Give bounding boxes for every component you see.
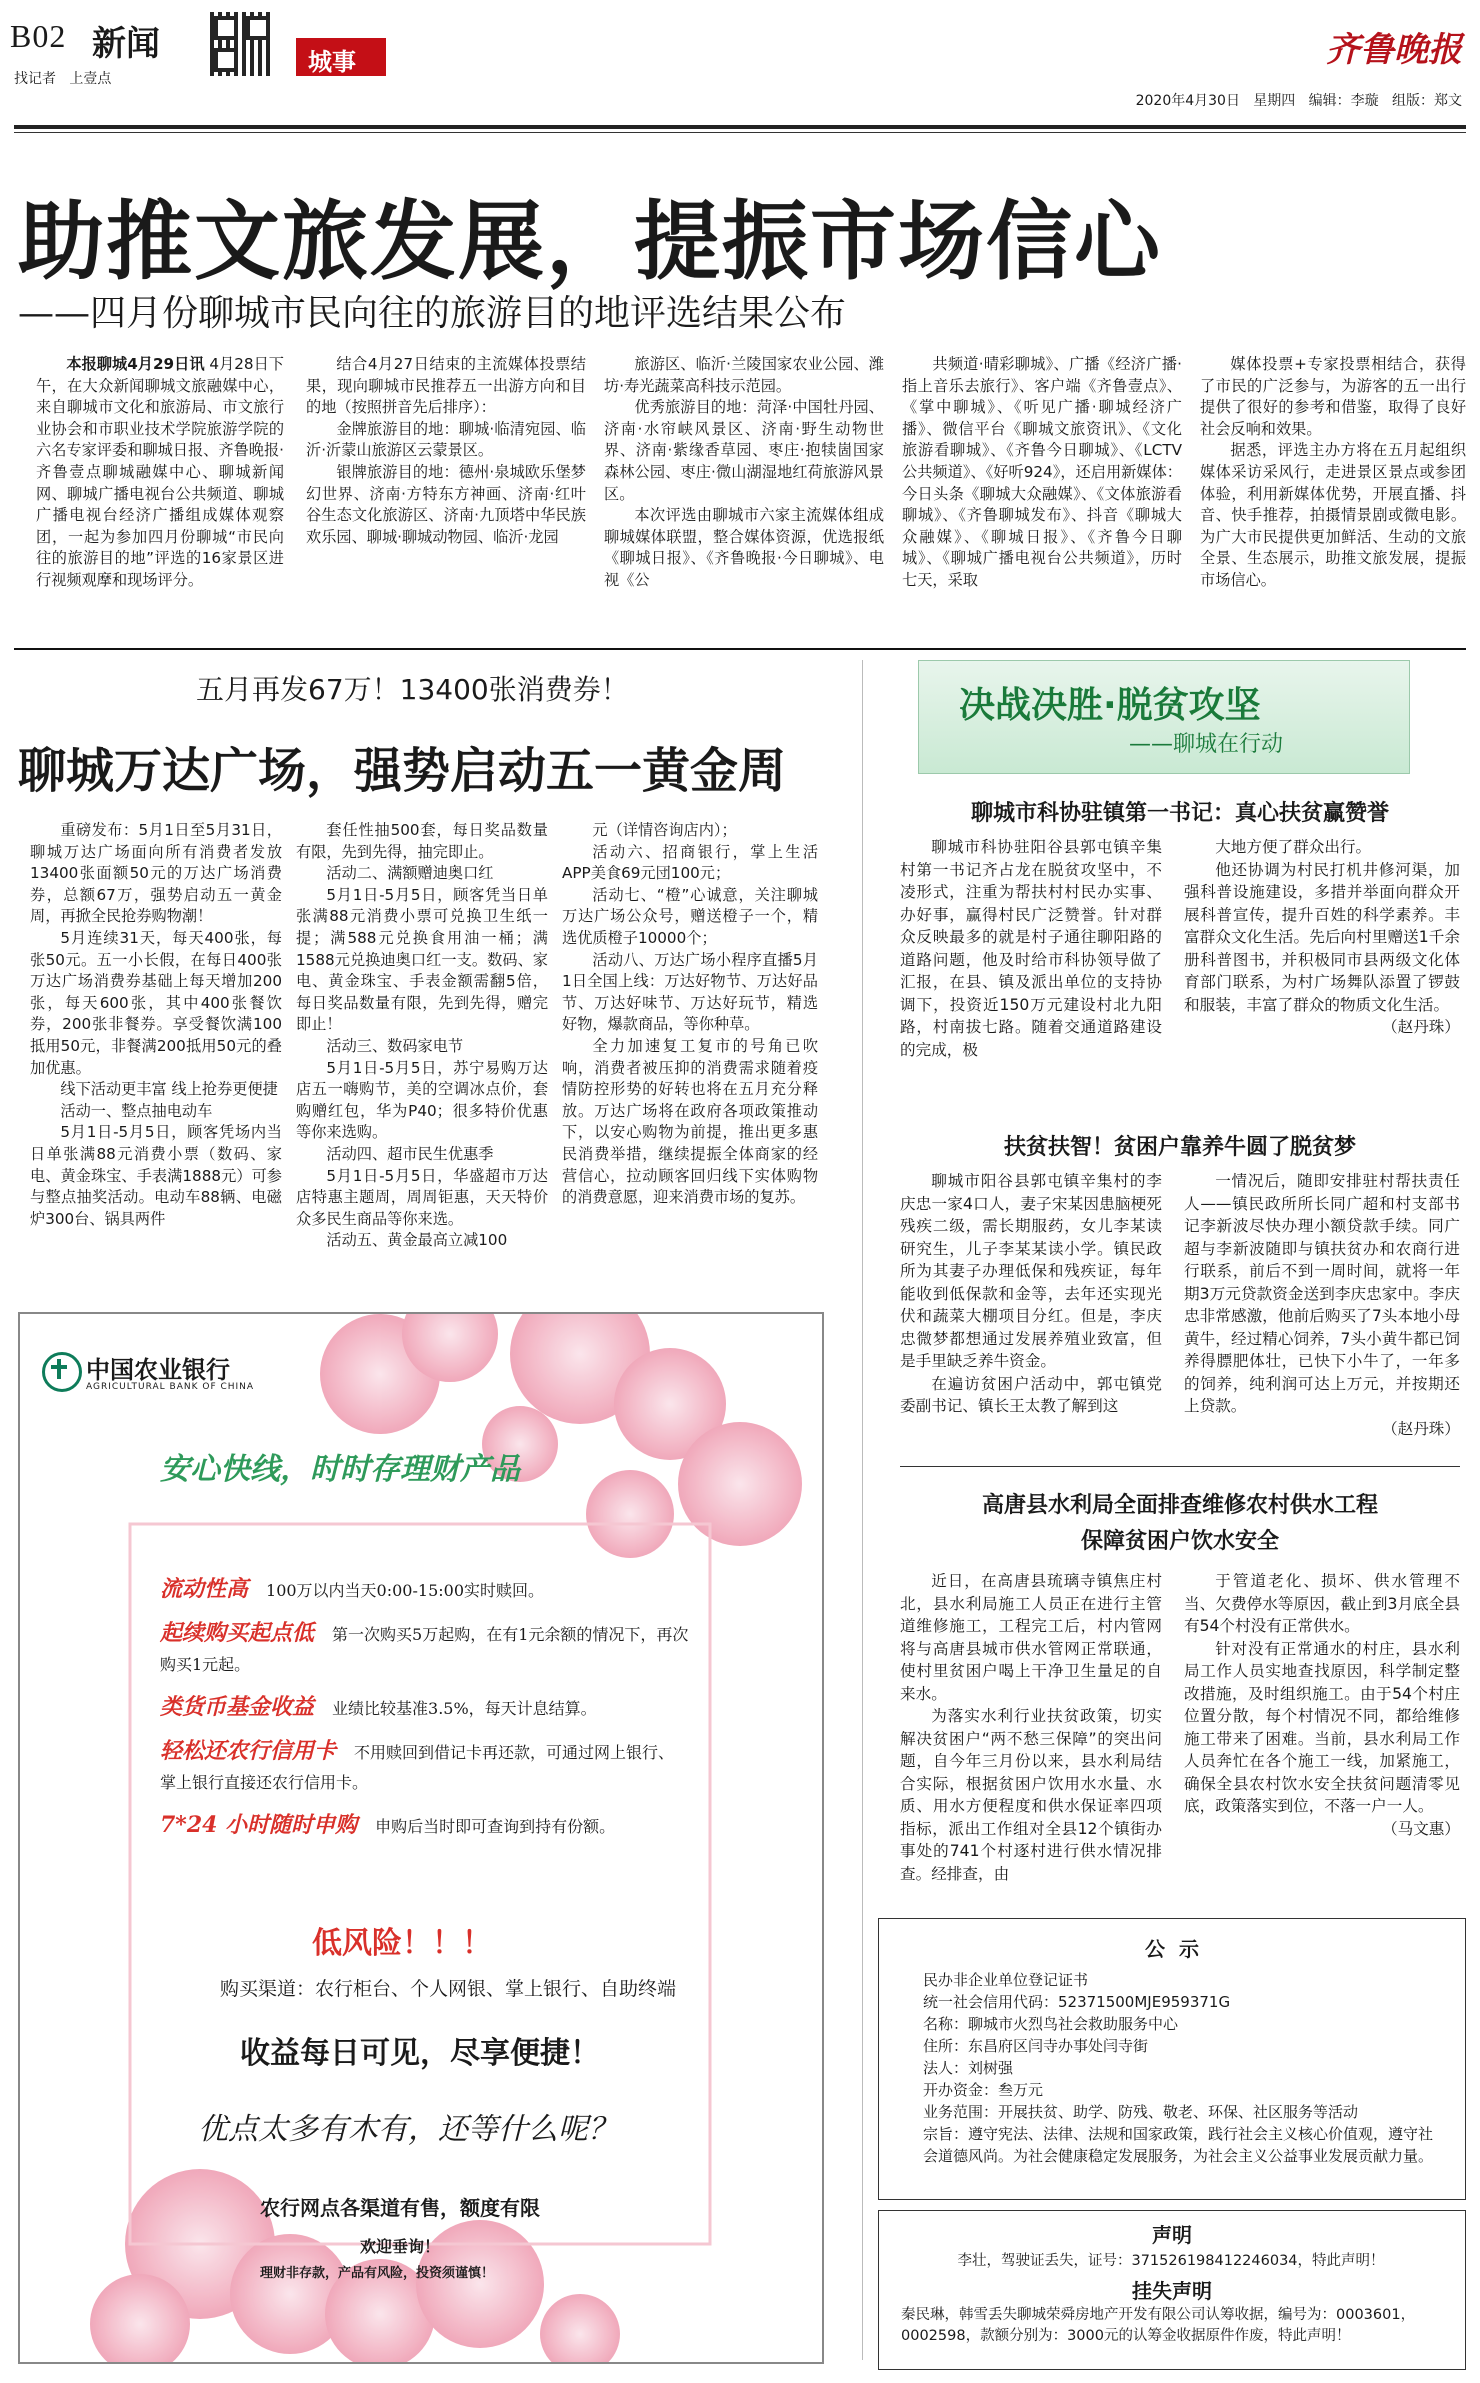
paragraph: 活动七、“橙”心诚意，关注聊城万达广场公众号，赠送橙子一个，精选优质橙子10000个；	[562, 885, 818, 947]
notice-line: 民办非企业单位登记证书	[923, 1971, 1089, 1989]
notice-title: 公 示	[1145, 1937, 1199, 1961]
notice-line: 统一社会信用代码：52371500MJE959371G	[923, 1993, 1231, 2011]
ad-feature-text: 100万以内当天0:00-15:00实时赎回。	[266, 1581, 545, 1600]
ad-feature-text: 第一次购买5万起购，在有1元余额的情况下，再次购买1元起。	[160, 1625, 689, 1674]
section-tag-label: 城事	[308, 48, 356, 76]
bank-ad[interactable]	[18, 1312, 824, 2364]
article3-col-1	[900, 1570, 1162, 1912]
ad-question: 优点太多有木有，还等什么呢？	[198, 2112, 618, 2147]
article2-col-1-text	[900, 1170, 1162, 1418]
paragraph: 线下活动更丰富 线上抢券更便捷	[60, 1080, 278, 1099]
paragraph: 5月1日-5月5日，顾客凭场内当日单张满88元消费小票（数码、家电、黄金珠宝、手表满1888元）可参与整点抽奖活动。电动车88辆、电磁炉300台、锅具两件	[30, 1123, 282, 1228]
paragraph: 5月1日-5月5日，顾客凭当日单张满88元消费小票可兑换卫生纸一提；满588元兑换食用油一桶；满1588元兑换迪奥口红一支。数码、家电、黄金珠宝、手表金额需翻5倍，每日奖品数量有限，先到先得，赠完即止！	[296, 885, 548, 1034]
paragraph: 5月1日-5月5日，华盛超市万达店特惠主题周，周周钜惠，天天特价众多民生商品等你来选。	[296, 1166, 548, 1228]
lead-col-5-text	[1200, 354, 1466, 592]
ad-channels: 购买渠道：农行柜台、个人网银、掌上银行、自助终端	[220, 1978, 677, 2000]
ad-feature-text: 业绩比较基准3.5%，每天计息结算。	[332, 1699, 597, 1718]
lead-col-1	[36, 354, 284, 636]
paragraph: 5月连续31天，每天400张，每张50元。五一小长假，在每日400张万达广场消费券基础上每天增加200张，每天600张，其中400张餐饮券，200张非餐券。享受餐饮满100抵用50元，非餐满200抵用50元的叠加优惠。	[30, 928, 282, 1077]
article3-col-2	[1184, 1570, 1460, 1912]
ad-risk: 低风险！！！	[312, 1926, 492, 1961]
wanda-kicker: 五月再发67万！13400张消费券！	[196, 673, 629, 706]
paragraph: 活动四、超市民生优惠季	[326, 1144, 494, 1163]
paragraph: 活动五、黄金最高立减100	[326, 1231, 508, 1250]
paragraph: 5月1日-5月5日，苏宁易购万达店五一嗨购节，美的空调冰点价，套购赠红包，华为P40；很多特价优惠等你来选购。	[296, 1058, 548, 1142]
lead-col-4	[902, 354, 1182, 636]
notice-line: 宗旨：遵守宪法、法律、法规和国家政策，践行社会主义核心价值观，遵守社会道德风尚。为社会健康稳定发展服务，为社会主义公益事业发展贡献力量。	[923, 2125, 1434, 2165]
article2-col-2-text	[1184, 1170, 1460, 1440]
article3-col-1-text	[900, 1570, 1162, 1885]
paragraph: （马文惠）	[1382, 1819, 1460, 1838]
date-line: 2020年4月30日 星期四 编辑：李璇 组版：郑文	[1135, 93, 1462, 109]
section-name: 新闻	[92, 24, 160, 64]
bank-name-en: AGRICULTURAL BANK OF CHINA	[86, 1382, 255, 1392]
ad-feature	[160, 1810, 690, 1842]
paragraph: 聊城市阳谷县郭屯镇辛集村的李庆忠一家4口人，妻子宋某因患脑梗死残疾二级，需长期服药，女儿李某读研究生，儿子李某某读小学。镇民政所为其妻子办理低保和残疾证，每年能收到低保款和金等，去年还实现光伏和蔬菜大棚项目分红。但是，李庆忠微梦都想通过发展养殖业致富，但是手里缺乏养牛资金。	[900, 1172, 1162, 1370]
poverty-banner-subtitle: ——聊城在行动	[1129, 732, 1284, 757]
dateline: 本报聊城4月29日讯	[66, 355, 205, 373]
wanda-col-3	[562, 820, 818, 1306]
ad-features	[160, 1574, 690, 1854]
wanda-title: 聊城万达广场，强势启动五一黄金周	[18, 743, 787, 799]
ad-feature-text: 不用赎回到借记卡再还款，可通过网上银行、掌上银行直接还农行信用卡。	[160, 1743, 675, 1792]
paragraph: 活动三、数码家电节	[326, 1036, 464, 1055]
poverty-banner	[918, 660, 1410, 774]
ad-feature-title: 7*24 小时随时申购	[160, 1812, 358, 1838]
ad-feature	[160, 1736, 690, 1798]
notice-line: 业务范围：开展扶贫、助学、防残、敬老、环保、社区服务等活动	[923, 2103, 1359, 2121]
lead-col-4-text	[902, 354, 1182, 592]
article2-title: 扶贫扶智！贫困户靠养牛圆了脱贫梦	[1003, 1135, 1356, 1160]
paragraph: 针对没有正常通水的村庄，县水利局工作人员实地查找原因，科学制定整改措施，及时组织施工。由于54个村庄位置分散，每个村情况不同，都给维修施工带来了困难。当前，县水利局工作人员奔忙在各个施工一线，加紧施工，确保全县农村饮水安全扶贫问题清零见底，政策落实到位，不落一户一人。	[1184, 1639, 1460, 1815]
paragraph: 共频道·晴彩聊城》、广播《经济广播·指上音乐去旅行》、客户端《齐鲁壹点》、《掌中聊城》、《听见广播·聊城经济广播》、微信平台《聊城文旅资讯》、《文化旅游看聊城》、《齐鲁今日聊城》、《LCTV公共频道》、《好听924》，还启用新媒体：今日头条《聊城大众融媒》、《文体旅游看聊城》、《齐鲁聊城发布》、抖音《聊城大众融媒》、《聊城日报》、《齐鲁今日聊城》、《聊城广播电视台公共频道》，历时七天，采取	[902, 355, 1182, 589]
article2-col-2	[1184, 1170, 1460, 1460]
notice-line: 名称：聊城市火烈鸟社会救助服务中心	[923, 2015, 1179, 2033]
paragraph: 媒体投票+专家投票相结合，获得了市民的广泛参与，为游客的五一出行提供了很好的参考和借鉴，取得了良好社会反响和效果。	[1200, 355, 1466, 438]
paragraph: 为落实水利行业扶贫政策，切实解决贫困户“两不愁三保障”的突出问题，自今年三月份以来，县水利局结合实际，根据贫困户饮用水水量、水质、用水方便程度和供水保证率四项指标，派出工作组对全县12个镇街办事处的741个村逐村进行供水情况排查。经排查，由	[900, 1707, 1162, 1883]
ad-feature	[160, 1574, 690, 1606]
ad-feature-title: 流动性高	[160, 1576, 249, 1602]
ad-feature-title: 起续购买起点低	[160, 1620, 315, 1646]
lead-col-1-text: 本报聊城4月29日讯 4月28日下午，在大众新闻聊城文旅融媒中心，来自聊城市文化和旅游局、市文旅行业协会和市职业技术学院旅游学院的六名专家评委和聊城日报、齐鲁晚报·齐鲁壹点聊城融媒中心、聊城新闻网、聊城广播电视台公共频道、聊城广播电视台经济广播组成媒体观察团，一起为参加四月份聊城“市民向往的旅游目的地”评选的16家景区进行视频观摩和现场评分。	[36, 355, 284, 589]
paragraph: 聊城市科协驻阳谷县郭屯镇辛集村第一书记齐占龙在脱贫攻坚中，不凌形式，注重为帮扶村村民办实事、办好事，赢得村民广泛赞誉。针对群众反映最多的就是村子通往聊阳路的道路问题，他及时给市科协领导做了汇报，在县、镇及派出单位的支持协调下，投资近150万元建设村北九阳路，村南拔七路。随着交通道路建设的完成，极	[900, 838, 1162, 1059]
paragraph: 套任性抽500套，每日奖品数量有限，先到先得，抽完即止。	[296, 821, 548, 861]
paragraph: 全力加速复工复市的号角已吹响，消费者被压抑的消费需求随着疫情防控形势的好转也将在五月充分释放。万达广场将在政府各项政策推动下，以安心购物为前提，推出更多惠民消费举措，继续提振全体商家的经营信心，拉动顾客回归线下实体购物的消费意愿，迎来消费市场的复苏。	[562, 1036, 818, 1207]
ad-feature-text: 申购后当时即可查询到持有份额。	[375, 1817, 616, 1836]
wanda-col-2	[296, 820, 548, 1306]
brand-logo: 齐鲁晚报	[1326, 30, 1462, 70]
article2-col-1	[900, 1170, 1162, 1460]
notice-box	[878, 1918, 1466, 2200]
statement-box	[878, 2210, 1466, 2370]
paragraph: 一情况后，随即安排驻村帮扶责任人——镇民政所所长同广超和村支部书记李新波尽快办理小额贷款手续。同广超与李新波随即与镇扶贫办和农商行进行联系，前后不到一周时间，就将一年期3万元贷款资金送到李庆忠家中。李庆忠非常感激，他前后购买了7头本地小母黄牛，经过精心饲养，7头小黄牛都已饲养得膘肥体壮，已快下小牛了，一年多的饲养，纯利润可达上万元，并按期还上贷款。	[1184, 1172, 1460, 1415]
header-rule	[14, 125, 1466, 129]
article1-title: 聊城市科协驻镇第一书记：真心扶贫赢赞誉	[970, 801, 1389, 826]
ad-slogan: 安心快线，时时存理财产品	[160, 1452, 520, 1487]
paragraph: 本次评选由聊城市六家主流媒体组成聊城媒体联盟，整合媒体资源，优选报纸《聊城日报》、《齐鲁晚报·今日聊城》、电视《公	[604, 506, 884, 589]
notice-line: 开办资金：叁万元	[923, 2081, 1044, 2099]
poverty-banner-title: 决战决胜·脱贫攻坚	[959, 685, 1261, 726]
statement-body: 李壮，驾驶证丢失，证号：371526198412246034，特此声明！	[957, 2253, 1385, 2269]
statement-body-2: 秦民琳，韩雪丢失聊城荣舜房地产开发有限公司认筹收据，编号为：0003601，0002598，款额分别为：3000元的认筹金收据原件作废，特此声明！	[901, 2307, 1416, 2344]
paragraph: 重磅发布：5月1日至5月31日，聊城万达广场面向所有消费者发放13400张面额50元的万达广场消费券，总额67万，强势启动五一黄金周，再掀全民抢券购物潮！	[30, 821, 282, 926]
paragraph: 优秀旅游目的地：菏泽·中国牡丹园、济南·水帘峡风景区、济南·野生动物世界、济南·紫缘香草园、枣庄·抱犊崮国家森林公园、枣庄·微山湖湿地红荷旅游风景区。	[604, 398, 884, 503]
article3-title2: 保障贫困户饮水安全	[1080, 1529, 1279, 1554]
paragraph: 银牌旅游目的地：德州·泉城欧乐堡梦幻世界、济南·方特东方神画、济南·红叶谷生态文化旅游区、济南·九顶塔中华民族欢乐园、聊城·聊城动物园、临沂·龙园	[306, 462, 586, 546]
article1-col-1	[900, 836, 1162, 1120]
page-number: B02	[10, 18, 67, 54]
statement-title: 声明	[1152, 2223, 1192, 2247]
wanda-col-3-text	[562, 820, 818, 1209]
paragraph: 活动六、招商银行，掌上生活APP美食69元団100元；	[562, 842, 818, 883]
paragraph: 于管道老化、损坏、供水管理不当、欠费停水等原因，截止到3月底全县有54个村没有正常供水。	[1184, 1572, 1460, 1635]
paragraph: 他还协调为村民打机井修河渠，加强科普设施建设，多措并举面向群众开展科普宣传，提升百姓的科学素养。丰富群众文化生活。先后向村里赠送1千余册科普图书，并积极同市县两级文化体育部门联系，为村广场舞队添置了锣鼓和服装，丰富了群众的物质文化生活。	[1184, 860, 1460, 1014]
ad-feature	[160, 1692, 690, 1724]
paragraph: 在遍访贫困户活动中，郭屯镇党委副书记、镇长王太教了解到这	[900, 1374, 1162, 1415]
paragraph: 旅游区、临沂·兰陵国家农业公园、潍坊·寿光蔬菜高科技示范园。	[604, 355, 884, 395]
statement-title-2: 挂失声明	[1132, 2279, 1212, 2303]
header-rule-thin	[14, 132, 1466, 133]
paragraph: 元（详情咨询店内）；	[592, 821, 737, 839]
lead-col-5	[1200, 354, 1466, 636]
article2-rule	[900, 1466, 1460, 1467]
ad-footer-3: 理财非存款，产品有风险，投资须谨慎！	[260, 2266, 495, 2281]
ad-feature	[160, 1618, 690, 1680]
ad-feature-title: 轻松还农行信用卡	[160, 1738, 337, 1764]
lead-title: 助推文旅发展，提振市场信心	[18, 192, 1162, 292]
section-tag	[296, 38, 386, 76]
ad-footer-1: 农行网点各渠道有售，额度有限	[260, 2196, 540, 2220]
article3-title: 高唐县水利局全面排查维修农村供水工程	[981, 1493, 1378, 1518]
lead-subtitle: ——四月份聊城市民向往的旅游目的地评选结果公布	[18, 293, 847, 334]
paragraph: 活动八、万达广场小程序直播5月1日全国上线：万达好物节、万达好品节、万达好味节、万达好玩节，精选好物，爆款商品，等你种草。	[562, 950, 818, 1034]
paragraph: 大地方便了群众出行。	[1215, 838, 1372, 856]
lead-col-3	[604, 354, 884, 636]
notice-line: 法人：刘树强	[923, 2059, 1014, 2077]
ad-tagline: 收益每日可见，尽享便捷！	[240, 2036, 600, 2071]
paragraph: 金牌旅游目的地：聊城·临清宛园、临沂·沂蒙山旅游区云蒙景区。	[306, 419, 586, 460]
paragraph: 活动一、整点抽电动车	[60, 1101, 213, 1120]
bank-name-cn: 中国农业银行	[86, 1355, 230, 1384]
notice-lines	[923, 1969, 1445, 2167]
article1-col-1-text	[900, 836, 1162, 1061]
lead-rule	[14, 648, 1466, 650]
lead-col-2	[306, 354, 586, 636]
article1-col-2	[1184, 836, 1460, 1120]
paragraph: 活动二、满额赠迪奥口红	[326, 864, 494, 883]
paragraph: （赵丹珠）	[1382, 1018, 1460, 1036]
header-sub: 找记者 上壹点	[14, 71, 112, 87]
article3-col-2-text	[1184, 1570, 1460, 1840]
wanda-col-1-text	[30, 820, 282, 1230]
qr-code-icon[interactable]	[210, 12, 274, 76]
wanda-col-2-text	[296, 820, 548, 1252]
lead-col-2-text	[306, 354, 586, 548]
notice-line: 住所：东昌府区闫寺办事处闫寺街	[923, 2037, 1149, 2055]
ad-feature-title: 类货币基金收益	[160, 1694, 315, 1720]
paragraph: 据悉，评选主办方将在五月起组织媒体采访采风行，走进景区景点或参团体验，利用新媒体优势，开展直播、抖音、快手推荐，拍摄情景剧或微电影。为广大市民提供更加鲜活、生动的文旅全景、生态展示，助推文旅发展，提振市场信心。	[1200, 441, 1466, 589]
wanda-col-1	[30, 820, 282, 1306]
paragraph: （赵丹珠）	[1382, 1419, 1460, 1438]
ad-footer-2: 欢迎垂询！	[360, 2237, 441, 2256]
paragraph: 近日，在高唐县琉璃寺镇焦庄村北，县水利局施工人员正在进行主管道维修施工，工程完工后，村内管网将与高唐县城市供水管网正常联通，使村里贫困户喝上干净卫生量足的自来水。	[900, 1572, 1162, 1703]
article1-col-2-text	[1184, 836, 1460, 1039]
lead-col-3-text	[604, 354, 884, 592]
paragraph: 结合4月27日结束的主流媒体投票结果，现向聊城市民推荐五一出游方向和目的地（按照拼音先后排序）：	[306, 355, 586, 417]
column-divider	[862, 660, 863, 2360]
abc-bank-logo-icon	[42, 1352, 82, 1392]
